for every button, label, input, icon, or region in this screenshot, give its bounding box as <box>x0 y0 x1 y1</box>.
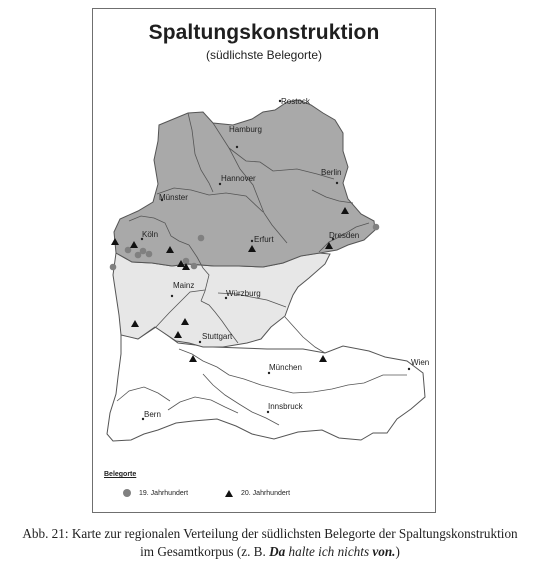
figure-caption <box>8 525 532 561</box>
city-label: Wien <box>411 358 430 367</box>
map-region-south <box>107 327 425 441</box>
legend-triangle-icon <box>225 490 233 497</box>
legend-circle-icon <box>123 489 131 497</box>
caption-example-da: Da <box>269 544 286 559</box>
caption-part-3: ) <box>395 544 400 559</box>
map-svg <box>93 9 436 513</box>
legend-label-19-century: 19. Jahrhundert <box>139 489 189 497</box>
city-label: Rostock <box>281 97 310 106</box>
city-label: Erfurt <box>254 235 274 244</box>
city-label: Bern <box>144 410 161 419</box>
caption-example-mid: halte ich nichts <box>288 544 370 559</box>
legend-label-20-century: 20. Jahrhundert <box>241 489 291 497</box>
caption-example-von: von. <box>372 544 396 559</box>
city-label: Hamburg <box>229 125 262 134</box>
city-label: Würzburg <box>226 289 261 298</box>
city-label: Münster <box>159 193 188 202</box>
city-label: Innsbruck <box>268 402 303 411</box>
map-subtitle: (südlichste Belegorte) <box>205 48 323 62</box>
legend-title: Belegorte <box>104 471 137 478</box>
city-label: Dresden <box>329 231 360 240</box>
city-label: München <box>269 363 302 372</box>
caption-part-1: Abb. 21: Karte zur regionalen Verteilung der südlichsten Belegorte der Spaltungskonstruktion <box>22 526 518 541</box>
city-label: Stuttgart <box>202 332 233 341</box>
city-label: Mainz <box>173 281 195 290</box>
city-label: Hannover <box>221 174 256 183</box>
city-label: Berlin <box>321 168 342 177</box>
map-title: Spaltungskonstruktion <box>148 21 380 44</box>
city-label: Köln <box>142 230 159 239</box>
caption-part-2: im Gesamtkorpus (z. B. <box>140 544 266 559</box>
legend-item-19-century <box>123 488 188 498</box>
map-frame <box>92 8 436 513</box>
legend-item-20-century <box>225 488 290 498</box>
